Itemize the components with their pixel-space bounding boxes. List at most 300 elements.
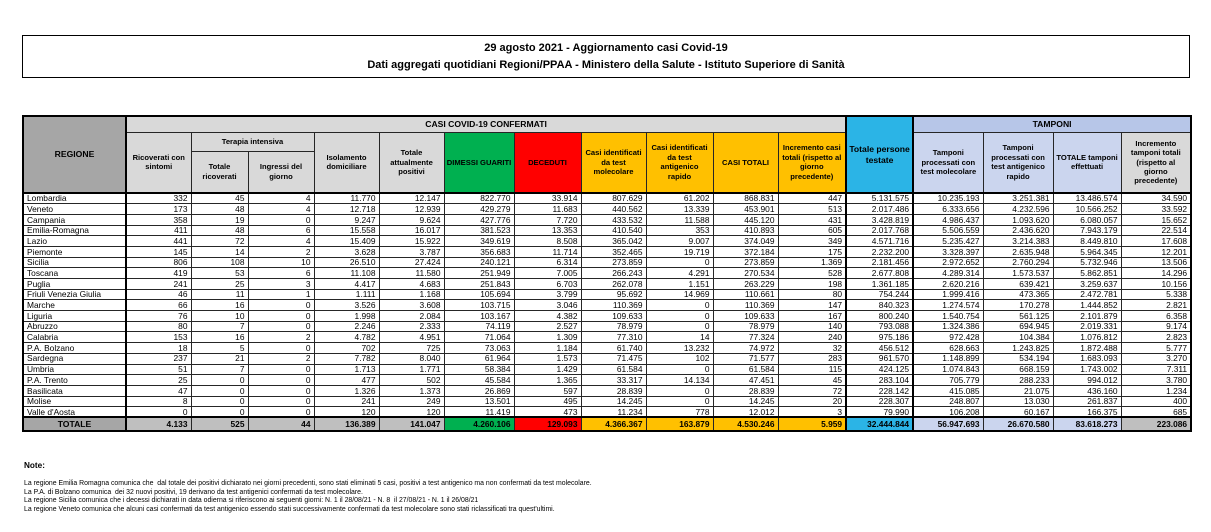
cell: 705.779	[913, 375, 983, 386]
cell: 45	[778, 375, 846, 386]
cell: 807.629	[581, 193, 646, 204]
cell: 332	[126, 193, 191, 204]
cell: 374.049	[713, 236, 778, 247]
cell: 11.714	[514, 246, 581, 257]
cell: 266.243	[581, 268, 646, 279]
cell: 372.184	[713, 246, 778, 257]
cell: 33.592	[1121, 204, 1191, 215]
cell: 228.307	[846, 396, 913, 407]
cell: 2.620.216	[913, 279, 983, 290]
table-row	[23, 257, 1191, 268]
cell: 240	[778, 332, 846, 343]
cell: 5.777	[1121, 343, 1191, 354]
cell: 16	[191, 332, 248, 343]
cell: 994.012	[1053, 375, 1121, 386]
table-row	[23, 407, 1191, 418]
cell: 3.526	[314, 300, 379, 311]
cell: 7.005	[514, 268, 581, 279]
cell: 11	[191, 289, 248, 300]
cell: 456.512	[846, 343, 913, 354]
cell: 109.633	[713, 311, 778, 322]
cell: 61.740	[581, 343, 646, 354]
cell: 8.508	[514, 236, 581, 247]
cell: 1.369	[778, 257, 846, 268]
cell: 13.030	[983, 396, 1053, 407]
cell: 163.879	[646, 417, 713, 431]
cell: 3	[778, 407, 846, 418]
column-header-isolamento-domiciliare: Isolamento domiciliare	[314, 132, 379, 193]
cell: 34.590	[1121, 193, 1191, 204]
cell: 241	[314, 396, 379, 407]
cell: 61.202	[646, 193, 713, 204]
region-name: Sardegna	[23, 353, 126, 364]
cell: 45	[191, 193, 248, 204]
cell: 628.663	[913, 343, 983, 354]
cell: 3.608	[379, 300, 444, 311]
cell: 273.859	[581, 257, 646, 268]
cell: 441	[126, 236, 191, 247]
cell: 110.369	[581, 300, 646, 311]
cell: 0	[248, 311, 314, 322]
cell: 8.449.810	[1053, 236, 1121, 247]
cell: 725	[379, 343, 444, 354]
region-name: Veneto	[23, 204, 126, 215]
cell: 534.194	[983, 353, 1053, 364]
cell: 3.259.637	[1053, 279, 1121, 290]
table-body	[23, 193, 1191, 431]
cell: 10	[191, 311, 248, 322]
cell: 972.428	[913, 332, 983, 343]
cell: 0	[191, 396, 248, 407]
cell: 0	[248, 364, 314, 375]
cell: 1.713	[314, 364, 379, 375]
cell: 12.718	[314, 204, 379, 215]
cell: 58.384	[444, 364, 514, 375]
cell: 262.078	[581, 279, 646, 290]
cell: 283	[778, 353, 846, 364]
cell: 7.720	[514, 214, 581, 225]
region-name: Puglia	[23, 279, 126, 290]
cell: 53	[191, 268, 248, 279]
cell: 7	[191, 364, 248, 375]
cell: 153	[126, 332, 191, 343]
cell: 477	[314, 375, 379, 386]
region-name: Calabria	[23, 332, 126, 343]
cell: 3.046	[514, 300, 581, 311]
cell: 14.134	[646, 375, 713, 386]
cell: 270.534	[713, 268, 778, 279]
cell: 0	[646, 300, 713, 311]
cell: 11.419	[444, 407, 514, 418]
cell: 283.104	[846, 375, 913, 386]
cell: 18	[126, 343, 191, 354]
cell: 447	[778, 193, 846, 204]
cell: 166.375	[1053, 407, 1121, 418]
cell: 33.317	[581, 375, 646, 386]
cell: 77.310	[581, 332, 646, 343]
cell: 433.532	[581, 214, 646, 225]
cell: 56.947.693	[913, 417, 983, 431]
cell: 5.862.851	[1053, 268, 1121, 279]
cell: 136.389	[314, 417, 379, 431]
cell: 561.125	[983, 311, 1053, 322]
table-row	[23, 268, 1191, 279]
column-header-dimessi-guariti: DIMESSI GUARITI	[444, 132, 514, 193]
cell: 4.782	[314, 332, 379, 343]
cell: 1.326	[314, 385, 379, 396]
cell: 3.251.381	[983, 193, 1053, 204]
cell: 78.979	[713, 321, 778, 332]
table-row	[23, 236, 1191, 247]
cell: 170.278	[983, 300, 1053, 311]
group-header-casi-confermati: CASI COVID-19 CONFERMATI	[126, 116, 846, 132]
table-row	[23, 214, 1191, 225]
cell: 0	[646, 311, 713, 322]
cell: 9.624	[379, 214, 444, 225]
cell: 778	[646, 407, 713, 418]
cell: 356.683	[444, 246, 514, 257]
cell: 240.121	[444, 257, 514, 268]
cell: 440.562	[581, 204, 646, 215]
cell: 11.580	[379, 268, 444, 279]
cell: 175	[778, 246, 846, 257]
cell: 4	[248, 236, 314, 247]
region-name: P.A. Bolzano	[23, 343, 126, 354]
cell: 16	[191, 300, 248, 311]
cell: 25	[126, 375, 191, 386]
cell: 349	[778, 236, 846, 247]
cell: 0	[191, 407, 248, 418]
cell: 868.831	[713, 193, 778, 204]
cell: 349.619	[444, 236, 514, 247]
cell: 13.339	[646, 204, 713, 215]
cell: 2.246	[314, 321, 379, 332]
cell: 495	[514, 396, 581, 407]
cell: 32.444.844	[846, 417, 913, 431]
cell: 273.859	[713, 257, 778, 268]
cell: 0	[248, 300, 314, 311]
cell: 8.040	[379, 353, 444, 364]
cell: 3.270	[1121, 353, 1191, 364]
cell: 5.338	[1121, 289, 1191, 300]
note-line: La regione Veneto comunica che alcuni casi confermati da test antigenico essendo stati successivamente confermati da test molecolare sono stati riclassificati tra quest'ultimi.	[24, 505, 555, 513]
cell: 109.633	[581, 311, 646, 322]
region-name: Lombardia	[23, 193, 126, 204]
cell: 358	[126, 214, 191, 225]
cell: 431	[778, 214, 846, 225]
cell: 1.573.537	[983, 268, 1053, 279]
cell: 1.998	[314, 311, 379, 322]
table-row	[23, 321, 1191, 332]
cell: 13.506	[1121, 257, 1191, 268]
cell: 4.530.246	[713, 417, 778, 431]
table-row	[23, 225, 1191, 236]
note-line: La P.A. di Bolzano comunica dei 32 nuovi positivi, 19 derivano da test antigenici confermati da test molecolare.	[24, 488, 363, 496]
report-subtitle: Dati aggregati quotidiani Regioni/PPAA - Ministero della Salute - Istituto Superiore di Sanità	[367, 58, 845, 71]
cell: 237	[126, 353, 191, 364]
cell: 78.979	[581, 321, 646, 332]
cell: 10.156	[1121, 279, 1191, 290]
notes-section	[24, 461, 1184, 514]
cell: 473.365	[983, 289, 1053, 300]
region-name: Emilia-Romagna	[23, 225, 126, 236]
cell: 4.291	[646, 268, 713, 279]
cell: 80	[778, 289, 846, 300]
cell: 140	[778, 321, 846, 332]
cell: 3.428.819	[846, 214, 913, 225]
cell: 1.111	[314, 289, 379, 300]
cell: 15.409	[314, 236, 379, 247]
cell: 4.417	[314, 279, 379, 290]
cell: 2.181.456	[846, 257, 913, 268]
region-name: Liguria	[23, 311, 126, 322]
cell: 4.382	[514, 311, 581, 322]
cell: 1.093.620	[983, 214, 1053, 225]
cell: 11.588	[646, 214, 713, 225]
cell: 4.366.367	[581, 417, 646, 431]
table-row	[23, 289, 1191, 300]
cell: 0	[248, 407, 314, 418]
cell: 19	[191, 214, 248, 225]
cell: 1.309	[514, 332, 581, 343]
cell: 597	[514, 385, 581, 396]
region-name: Molise	[23, 396, 126, 407]
cell: 1	[248, 289, 314, 300]
cell: 48	[191, 225, 248, 236]
cell: 21	[191, 353, 248, 364]
cell: 22.514	[1121, 225, 1191, 236]
cell: 1.184	[514, 343, 581, 354]
table-row	[23, 353, 1191, 364]
cell: 6.080.057	[1053, 214, 1121, 225]
column-header-incremento-casi-totali: Incremento casi totali (rispetto al giorno precedente)	[778, 132, 846, 193]
cell: 2.472.781	[1053, 289, 1121, 300]
table-row	[23, 375, 1191, 386]
cell: 1.074.843	[913, 364, 983, 375]
column-header-totale-tamponi: TOTALE tamponi effettuati	[1053, 132, 1121, 193]
cell: 502	[379, 375, 444, 386]
cell: 76	[126, 311, 191, 322]
cell: 3	[248, 279, 314, 290]
cell: 1.573	[514, 353, 581, 364]
cell: 702	[314, 343, 379, 354]
cell: 1.999.416	[913, 289, 983, 300]
cell: 6.314	[514, 257, 581, 268]
region-name: Marche	[23, 300, 126, 311]
cell: 14.245	[581, 396, 646, 407]
cell: 14	[191, 246, 248, 257]
cell: 19.719	[646, 246, 713, 257]
cell: 513	[778, 204, 846, 215]
cell: 10	[248, 257, 314, 268]
table-row	[23, 279, 1191, 290]
cell: 48	[191, 204, 248, 215]
cell: 668.159	[983, 364, 1053, 375]
cell: 45.584	[444, 375, 514, 386]
cell: 1.324.386	[913, 321, 983, 332]
cell: 1.365	[514, 375, 581, 386]
cell: 61.584	[581, 364, 646, 375]
region-name: Lazio	[23, 236, 126, 247]
table-row	[23, 332, 1191, 343]
cell: 525	[191, 417, 248, 431]
cell: 3.787	[379, 246, 444, 257]
cell: 1.151	[646, 279, 713, 290]
cell: 1.274.574	[913, 300, 983, 311]
column-header-tamponi-antigenico: Tamponi processati con test antigenico rapido	[983, 132, 1053, 193]
cell: 1.771	[379, 364, 444, 375]
cell: 2	[248, 353, 314, 364]
cell: 110.661	[713, 289, 778, 300]
cell: 33.914	[514, 193, 581, 204]
cell: 453.901	[713, 204, 778, 215]
cell: 17.608	[1121, 236, 1191, 247]
cell: 381.523	[444, 225, 514, 236]
cell: 1.683.093	[1053, 353, 1121, 364]
cell: 754.244	[846, 289, 913, 300]
cell: 44	[248, 417, 314, 431]
cell: 2.635.948	[983, 246, 1053, 257]
cell: 263.229	[713, 279, 778, 290]
cell: 61.964	[444, 353, 514, 364]
cell: 10.235.193	[913, 193, 983, 204]
cell: 103.715	[444, 300, 514, 311]
cell: 5.506.559	[913, 225, 983, 236]
cell: 9.174	[1121, 321, 1191, 332]
column-header-tamponi-molecolare: Tamponi processati con test molecolare	[913, 132, 983, 193]
group-header-terapia-intensiva: Terapia intensiva	[191, 132, 314, 151]
total-label: TOTALE	[23, 417, 126, 431]
cell: 106.208	[913, 407, 983, 418]
cell: 32	[778, 343, 846, 354]
note-line: La regione Sicilia comunica che i decessi dichiarati in data odierna si riferiscono ai seguenti giorni: N. 1 il 28/08/21 - N. 8 il 27/08/21 - N. 1 il 26/08/21	[24, 497, 479, 504]
cell: 2.972.652	[913, 257, 983, 268]
cell: 0	[248, 321, 314, 332]
cell: 71.475	[581, 353, 646, 364]
cell: 353	[646, 225, 713, 236]
table-row	[23, 311, 1191, 322]
cell: 419	[126, 268, 191, 279]
cell: 0	[248, 343, 314, 354]
region-name: Piemonte	[23, 246, 126, 257]
column-header-casi-test-antigenico: Casi identificati da test antigenico rapido	[646, 132, 713, 193]
cell: 6.333.656	[913, 204, 983, 215]
table-row	[23, 385, 1191, 396]
cell: 15.922	[379, 236, 444, 247]
cell: 5.964.345	[1053, 246, 1121, 257]
column-header-casi-test-molecolare: Casi identificati da test molecolare	[581, 132, 646, 193]
cell: 13.501	[444, 396, 514, 407]
cell: 4.260.106	[444, 417, 514, 431]
cell: 248.807	[913, 396, 983, 407]
cell: 1.872.488	[1053, 343, 1121, 354]
cell: 1.148.899	[913, 353, 983, 364]
cell: 2.017.486	[846, 204, 913, 215]
cell: 249	[379, 396, 444, 407]
cell: 694.945	[983, 321, 1053, 332]
cell: 1.076.812	[1053, 332, 1121, 343]
cell: 352.465	[581, 246, 646, 257]
cell: 26.510	[314, 257, 379, 268]
report-title: 29 agosto 2021 - Aggiornamento casi Covid-19	[484, 42, 728, 55]
cell: 6.703	[514, 279, 581, 290]
cell: 46	[126, 289, 191, 300]
cell: 806	[126, 257, 191, 268]
cell: 7.943.179	[1053, 225, 1121, 236]
table-row	[23, 364, 1191, 375]
column-header-deceduti: DECEDUTI	[514, 132, 581, 193]
cell: 288.233	[983, 375, 1053, 386]
cell: 104.384	[983, 332, 1053, 343]
cell: 10.566.252	[1053, 204, 1121, 215]
cell: 47.451	[713, 375, 778, 386]
cell: 400	[1121, 396, 1191, 407]
cell: 167	[778, 311, 846, 322]
region-name: Sicilia	[23, 257, 126, 268]
cell: 800.240	[846, 311, 913, 322]
cell: 13.353	[514, 225, 581, 236]
table-row	[23, 396, 1191, 407]
region-name: P.A. Trento	[23, 375, 126, 386]
cell: 3.799	[514, 289, 581, 300]
cell: 3.214.383	[983, 236, 1053, 247]
cell: 74.972	[713, 343, 778, 354]
cell: 2.101.879	[1053, 311, 1121, 322]
cell: 7	[191, 321, 248, 332]
cell: 27.424	[379, 257, 444, 268]
cell: 51	[126, 364, 191, 375]
cell: 147	[778, 300, 846, 311]
cell: 47	[126, 385, 191, 396]
cell: 83.618.273	[1053, 417, 1121, 431]
cell: 1.743.002	[1053, 364, 1121, 375]
cell: 12.201	[1121, 246, 1191, 257]
cell: 4.951	[379, 332, 444, 343]
column-header-totale-persone-testate: Totale persone testate	[846, 116, 913, 193]
cell: 1.243.825	[983, 343, 1053, 354]
cell: 3.780	[1121, 375, 1191, 386]
cell: 1.168	[379, 289, 444, 300]
cell: 61.584	[713, 364, 778, 375]
cell: 21.075	[983, 385, 1053, 396]
cell: 12.939	[379, 204, 444, 215]
cell: 5	[191, 343, 248, 354]
cell: 4.986.437	[913, 214, 983, 225]
cell: 0	[248, 375, 314, 386]
cell: 2	[248, 332, 314, 343]
cell: 3.628	[314, 246, 379, 257]
cell: 6	[248, 268, 314, 279]
cell: 793.088	[846, 321, 913, 332]
column-header-incremento-tamponi: Incremento tamponi totali (rispetto al giorno precedente)	[1121, 132, 1191, 193]
cell: 71.064	[444, 332, 514, 343]
cell: 13.486.574	[1053, 193, 1121, 204]
region-name: Abruzzo	[23, 321, 126, 332]
cell: 14.245	[713, 396, 778, 407]
region-name: Campania	[23, 214, 126, 225]
region-name: Friuli Venezia Giulia	[23, 289, 126, 300]
cell: 129.093	[514, 417, 581, 431]
cell: 110.369	[713, 300, 778, 311]
cell: 2.527	[514, 321, 581, 332]
cell: 9.247	[314, 214, 379, 225]
cell: 445.120	[713, 214, 778, 225]
cell: 0	[646, 321, 713, 332]
cell: 15.558	[314, 225, 379, 236]
cell: 3.328.397	[913, 246, 983, 257]
cell: 2.436.620	[983, 225, 1053, 236]
cell: 102	[646, 353, 713, 364]
